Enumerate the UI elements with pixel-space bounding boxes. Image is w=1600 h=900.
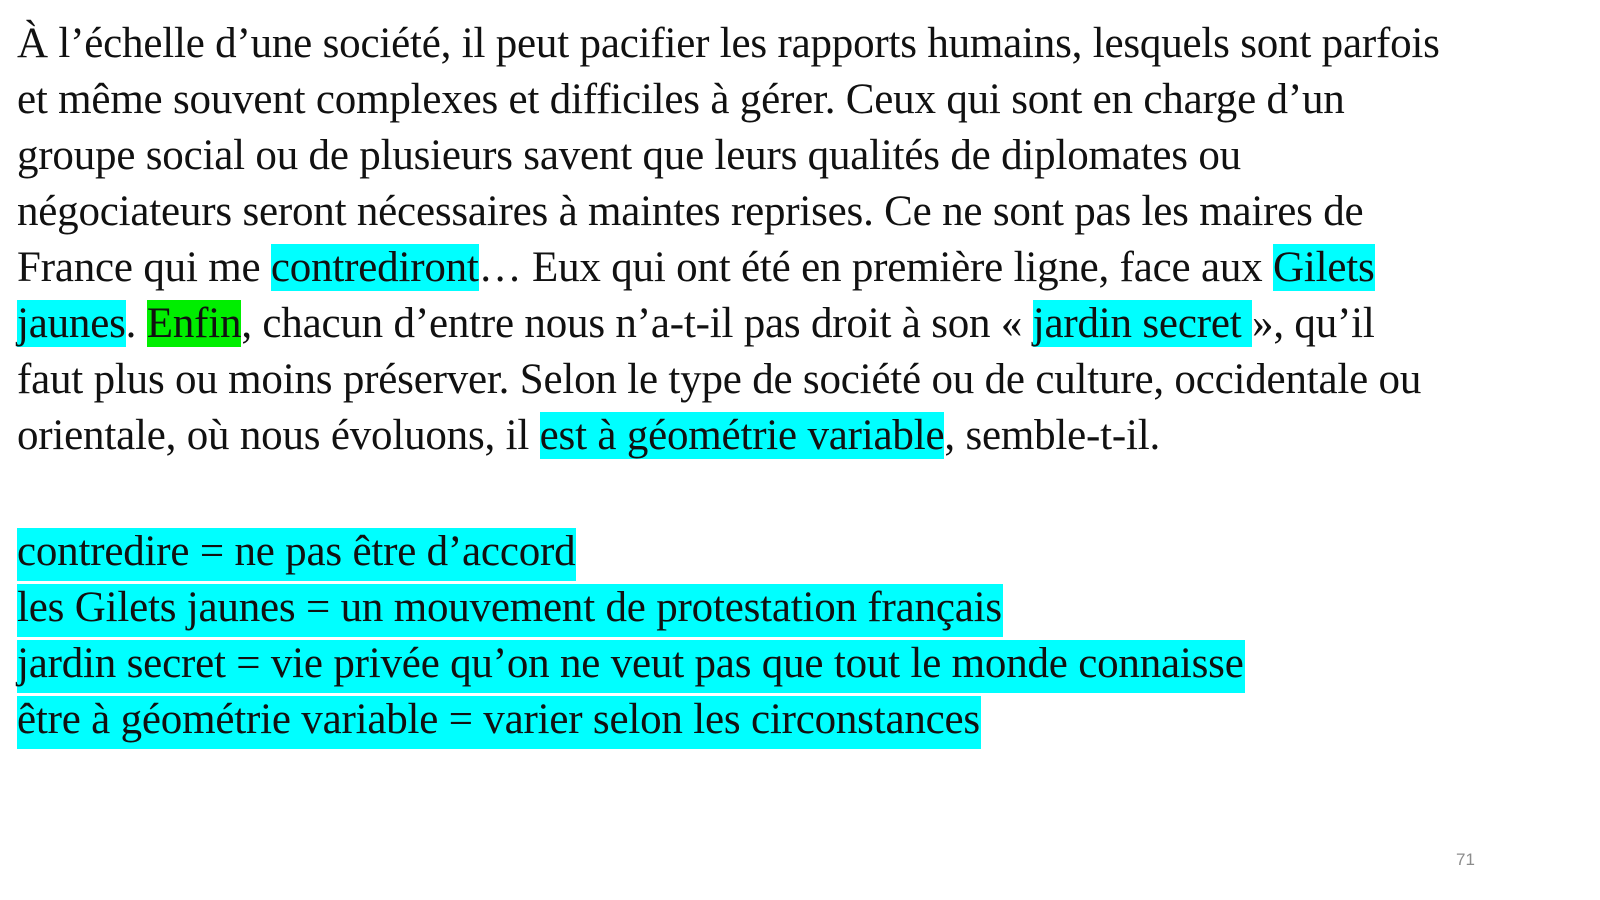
main-paragraph xyxy=(17,16,1577,464)
text-segment: France qui me xyxy=(17,244,271,291)
glossary-text: être à géométrie variable = varier selon les circonstances xyxy=(17,696,981,749)
glossary-text: jardin secret = vie privée qu’on ne veut pas que tout le monde connaisse xyxy=(17,640,1245,693)
glossary-item xyxy=(17,524,1245,580)
text-segment: . xyxy=(125,300,147,347)
paragraph-line-2: et même souvent complexes et difficiles à gérer. Ceux qui sont en charge d’un xyxy=(17,76,1345,123)
text-segment: , semble-t-il. xyxy=(944,412,1161,459)
paragraph-line-6 xyxy=(17,296,1577,352)
highlight-gilets: Gilets xyxy=(1273,244,1375,291)
paragraph-line-4: négociateurs seront nécessaires à maintes reprises. Ce ne sont pas les maires de xyxy=(17,188,1364,235)
paragraph-line-8 xyxy=(17,408,1577,464)
text-segment: … Eux qui ont été en première ligne, face aux xyxy=(478,244,1274,291)
paragraph-line-1: À l’échelle d’une société, il peut pacifier les rapports humains, lesquels sont parfois xyxy=(17,20,1440,67)
text-segment: », qu’il xyxy=(1252,300,1375,347)
highlight-jardin-secret: jardin secret xyxy=(1032,300,1253,347)
text-segment: orientale, où nous évoluons, il xyxy=(17,412,540,459)
page-number: 71 xyxy=(1456,850,1475,869)
paragraph-line-3: groupe social ou de plusieurs savent que leurs qualités de diplomates ou xyxy=(17,132,1241,179)
paragraph-line-5 xyxy=(17,240,1577,296)
glossary-item xyxy=(17,580,1245,636)
highlight-jaunes: jaunes xyxy=(17,300,126,347)
glossary-item xyxy=(17,692,1245,748)
text-segment: , chacun d’entre nous n’a-t-il pas droit à son « xyxy=(241,300,1033,347)
glossary-item xyxy=(17,636,1245,692)
paragraph-line-7: faut plus ou moins préserver. Selon le type de société ou de culture, occidentale ou xyxy=(17,356,1422,403)
highlight-enfin: Enfin xyxy=(146,300,242,347)
glossary xyxy=(17,524,1245,748)
highlight-geometrie-variable: est à géométrie variable xyxy=(539,412,945,459)
glossary-text: les Gilets jaunes = un mouvement de protestation français xyxy=(17,584,1003,637)
glossary-text: contredire = ne pas être d’accord xyxy=(17,528,576,581)
highlight-contrediront: contrediront xyxy=(270,244,479,291)
